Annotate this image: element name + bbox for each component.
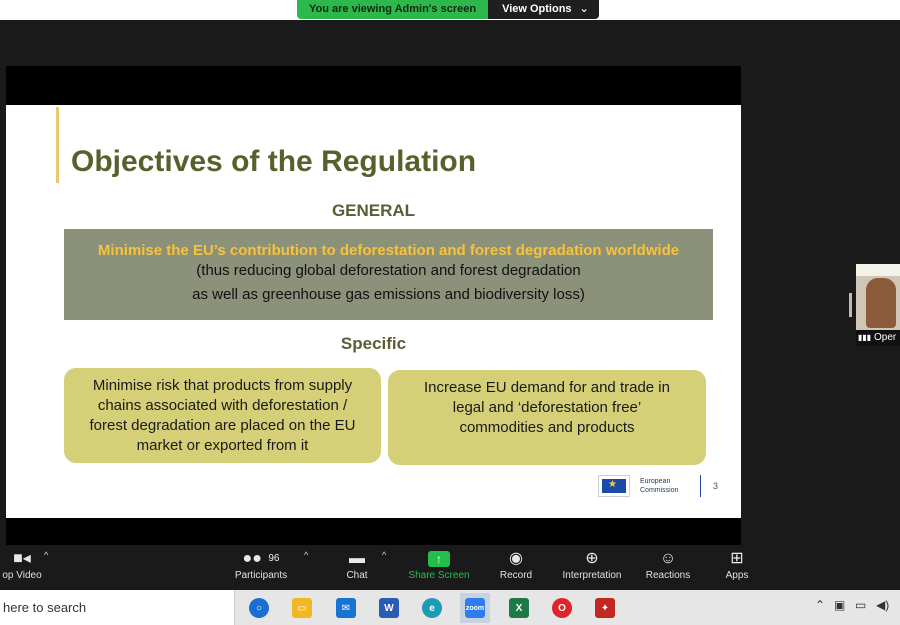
european-commission-logo xyxy=(598,471,708,501)
apps-icon: ⊞ xyxy=(730,550,744,567)
specific-left-line: forest degradation are placed on the EU xyxy=(89,417,356,434)
general-sub-text-2: as well as greenhouse gas emissions and biodiversity loss) xyxy=(192,286,585,303)
specific-objective-left xyxy=(64,368,381,463)
zoom-label: zoom xyxy=(465,598,485,618)
participant-name xyxy=(856,330,900,346)
viewing-label: You are viewing Admin's screen xyxy=(297,0,488,19)
slide-title: Objectives of the Regulation xyxy=(71,145,477,178)
word-icon[interactable]: W xyxy=(374,593,404,623)
record-icon: ◉ xyxy=(509,550,523,567)
interpretation-button[interactable] xyxy=(555,545,629,590)
chevron-up-icon[interactable]: ⌃ xyxy=(815,598,826,612)
file-explorer-icon[interactable]: ▭ xyxy=(287,593,317,623)
general-main-text: Minimise the EU’s contribution to deforestation and forest degradation worldwide xyxy=(97,242,680,259)
battery-icon[interactable]: ▭ xyxy=(855,598,867,612)
participants-caret-icon[interactable]: ^ xyxy=(304,550,309,560)
chat-caret-icon[interactable]: ^ xyxy=(382,550,387,560)
participant-name-label: Oper xyxy=(874,332,897,343)
thumbnail-drag-handle[interactable] xyxy=(849,293,852,317)
game-icon[interactable]: ✦ xyxy=(590,593,620,623)
share-screen-icon: ↑ xyxy=(428,551,450,567)
edge-icon[interactable]: e xyxy=(417,593,447,623)
specific-right-line: legal and ‘deforestation free’ xyxy=(452,399,642,416)
general-objective-box xyxy=(64,229,713,320)
stop-video-button[interactable] xyxy=(0,545,44,590)
viewing-banner xyxy=(297,0,599,19)
participant-thumbnail[interactable] xyxy=(856,264,900,346)
stop-video-label: op Video xyxy=(2,570,42,581)
record-label: Record xyxy=(499,570,533,581)
eu-flag-icon xyxy=(598,475,630,497)
video-options-caret-icon[interactable]: ^ xyxy=(44,550,49,560)
specific-left-line: market or exported from it xyxy=(136,437,309,454)
record-button[interactable] xyxy=(496,545,536,590)
chat-label: Chat xyxy=(346,570,368,581)
participants-label: Participants xyxy=(234,570,288,581)
chat-button[interactable] xyxy=(342,545,372,590)
presentation-slide xyxy=(6,105,741,518)
search-placeholder: here to search xyxy=(3,600,87,615)
volume-icon[interactable]: ◀) xyxy=(876,598,890,612)
excel-icon[interactable]: X xyxy=(504,593,534,623)
taskbar-search-box[interactable] xyxy=(0,590,235,625)
meeting-toolbar xyxy=(0,545,900,590)
interpretation-label: Interpretation xyxy=(562,570,622,581)
view-options-button[interactable] xyxy=(488,0,599,19)
participants-icon: ●● $^{96}$ xyxy=(242,550,280,567)
windows-taskbar xyxy=(0,590,900,625)
chevron-down-icon: ⌄ xyxy=(579,3,589,15)
general-heading: GENERAL xyxy=(331,201,416,220)
reactions-label: Reactions xyxy=(645,570,691,581)
network-icon[interactable]: ▣ xyxy=(834,598,846,612)
globe-icon: ⊕ xyxy=(585,550,599,567)
video-camera-icon: ■◂ xyxy=(13,550,31,567)
chat-bubble-icon: ▬ xyxy=(349,550,365,567)
smiley-icon: ☺ xyxy=(659,550,677,567)
specific-objective-right xyxy=(388,370,706,465)
signal-icon: ▮▮▮ xyxy=(858,333,872,342)
cortana-icon[interactable]: ○ xyxy=(244,593,274,623)
view-options-label: View Options xyxy=(502,3,572,15)
mail-icon[interactable]: ✉ xyxy=(331,593,361,623)
specific-right-line: commodities and products xyxy=(459,419,635,436)
participants-count: 96 xyxy=(268,553,280,564)
title-accent-line xyxy=(56,107,59,183)
specific-heading: Specific xyxy=(340,334,407,353)
logo-divider xyxy=(700,475,701,497)
specific-left-line: Minimise risk that products from supply xyxy=(92,377,353,394)
slide-number: 3 xyxy=(713,481,719,491)
logo-line-1: European xyxy=(640,478,671,485)
opera-icon[interactable]: O xyxy=(547,593,577,623)
share-screen-label: Share Screen xyxy=(408,570,470,581)
logo-text xyxy=(640,477,679,495)
apps-label: Apps xyxy=(725,570,749,581)
thumbnail-header xyxy=(856,264,900,276)
participant-video xyxy=(866,278,896,328)
zoom-icon[interactable] xyxy=(460,593,490,623)
apps-button[interactable] xyxy=(722,545,752,590)
reactions-button[interactable] xyxy=(642,545,694,590)
specific-left-line: chains associated with deforestation / xyxy=(97,397,348,414)
share-screen-button[interactable] xyxy=(404,545,474,590)
general-sub-text-1: (thus reducing global deforestation and forest degradation xyxy=(196,262,581,279)
specific-right-line: Increase EU demand for and trade in xyxy=(424,379,670,396)
logo-line-2: Commission xyxy=(640,487,679,494)
participants-button[interactable] xyxy=(230,545,292,590)
